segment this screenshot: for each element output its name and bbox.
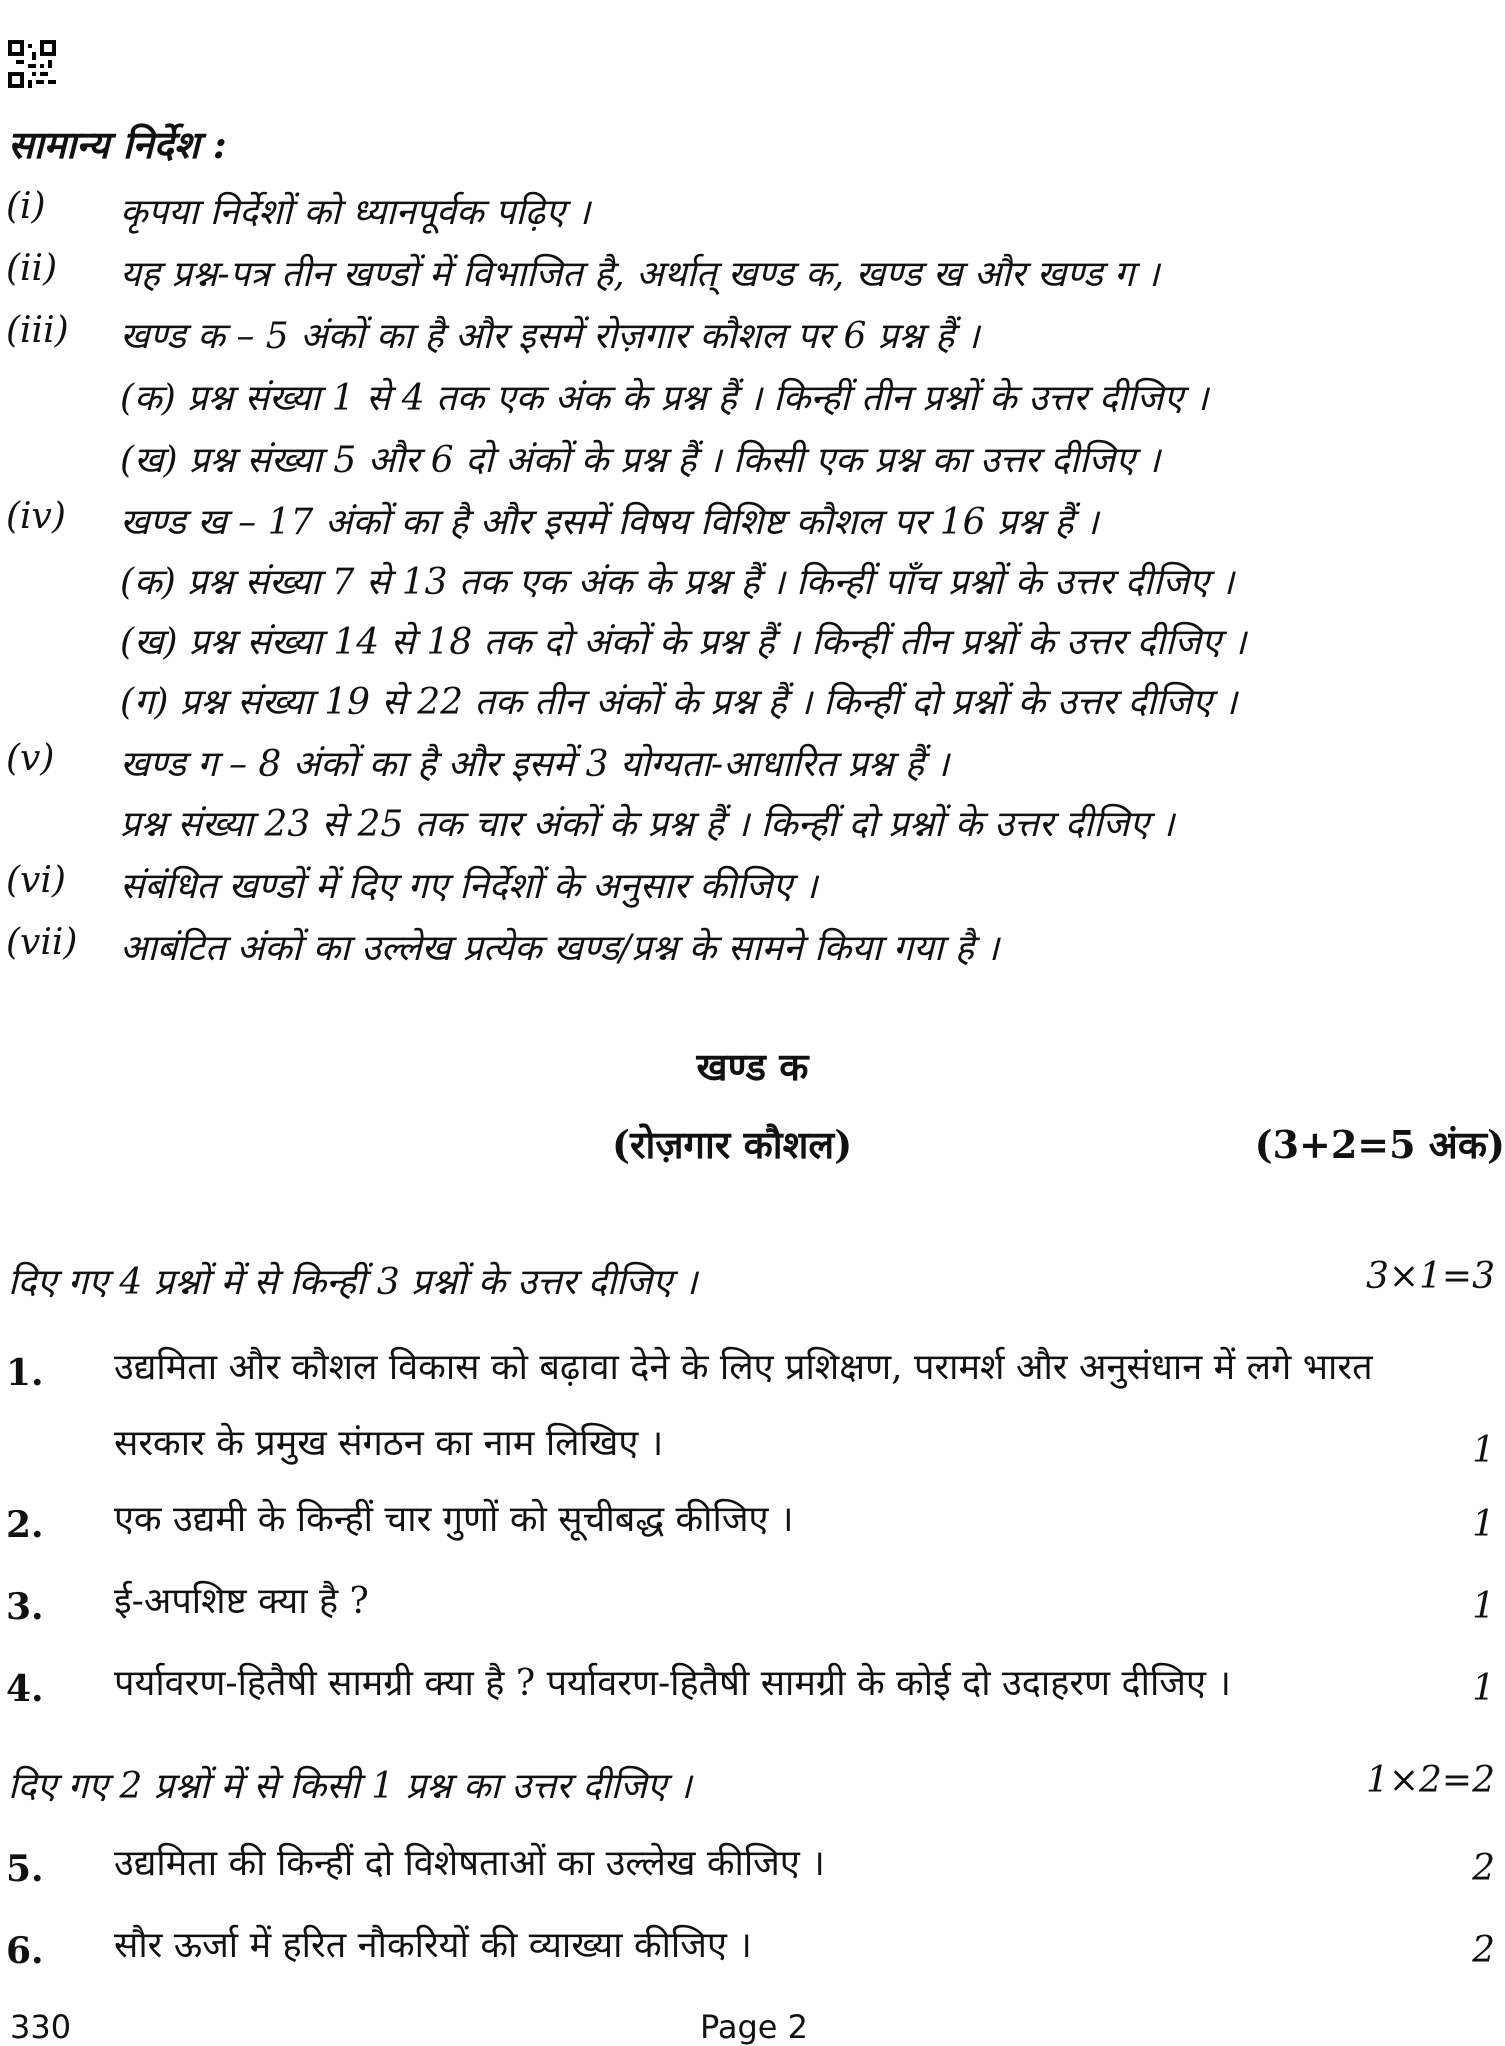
- instruction-number: (v): [6, 738, 55, 779]
- instruction-text: कृपया निर्देशों को ध्यानपूर्वक पढ़िए ।: [120, 192, 591, 233]
- section-title: खण्ड क: [696, 1044, 809, 1089]
- instruction-text: (ख) प्रश्न संख्या 5 और 6 दो अंकों के प्रश्न हैं । किसी एक प्रश्न का उत्तर दीजिए ।: [120, 440, 1161, 481]
- instruction-text: खण्ड ख – 17 अंकों का है और इसमें विषय विशिष्ट कौशल पर 16 प्रश्न हैं ।: [120, 502, 1099, 543]
- question-number: 6.: [6, 1930, 44, 1972]
- instruction-text: (क) प्रश्न संख्या 7 से 13 तक एक अंक के प्रश्न हैं । किन्हीं पाँच प्रश्नों के उत्तर दीजिए ।: [120, 562, 1235, 603]
- question-text: उद्यमिता और कौशल विकास को बढ़ावा देने के लिए प्रशिक्षण, परामर्श और अनुसंधान में लगे भारत सरकार के प्रमुख संगठन का नाम लिखिए ।: [114, 1347, 1373, 1464]
- instruction-item: [0, 186, 1505, 242]
- instruction-number: (iv): [6, 496, 66, 537]
- question-number: 4.: [6, 1668, 44, 1710]
- instruction-item: [0, 738, 1505, 794]
- paper-code: 330: [10, 2008, 72, 2046]
- instruction-item: [0, 248, 1505, 304]
- question-marks: 1: [1472, 1504, 1495, 1545]
- instruction-text: (ग) प्रश्न संख्या 19 से 22 तक तीन अंकों के प्रश्न हैं । किन्हीं दो प्रश्नों के उत्तर दीजिए ।: [120, 682, 1237, 723]
- instruction-text: (क) प्रश्न संख्या 1 से 4 तक एक अंक के प्रश्न हैं । किन्हीं तीन प्रश्नों के उत्तर दीजिए ।: [120, 378, 1209, 419]
- part2-instruction: दिए गए 2 प्रश्नों में से किसी 1 प्रश्न का उत्तर दीजिए ।: [8, 1766, 692, 1807]
- instruction-number: (iii): [6, 310, 69, 351]
- section-subtitle: (रोज़गार कौशल): [612, 1122, 853, 1167]
- question-number: 5.: [6, 1848, 44, 1890]
- instruction-item: [0, 798, 1505, 854]
- section-marks: (3+2=5 अंक): [1254, 1122, 1505, 1167]
- part1-instruction: दिए गए 4 प्रश्नों में से किन्हीं 3 प्रश्नों के उत्तर दीजिए ।: [8, 1262, 698, 1303]
- instruction-number: (ii): [6, 248, 58, 289]
- instruction-text: प्रश्न संख्या 23 से 25 तक चार अंकों के प्रश्न हैं । किन्हीं दो प्रश्नों के उत्तर दीजिए ।: [120, 804, 1175, 845]
- question-number: 1.: [6, 1352, 44, 1394]
- part1-marks: 3×1=3: [1365, 1256, 1495, 1297]
- instruction-text: आबंटित अंकों का उल्लेख प्रत्येक खण्ड/प्रश्न के सामने किया गया है ।: [120, 928, 1000, 969]
- qr-code-icon: [8, 40, 56, 88]
- instruction-item: [0, 860, 1505, 916]
- instructions-heading: सामान्य निर्देश :: [8, 122, 227, 167]
- question-text: ई-अपशिष्ट क्या है ?: [114, 1581, 369, 1622]
- instruction-item: [0, 556, 1505, 612]
- instruction-item: [0, 372, 1505, 428]
- instruction-text: यह प्रश्न-पत्र तीन खण्डों में विभाजित है, अर्थात् खण्ड क, खण्ड ख और खण्ड ग ।: [120, 254, 1160, 295]
- question-marks: 2: [1472, 1930, 1495, 1971]
- instruction-text: संबंधित खण्डों में दिए गए निर्देशों के अनुसार कीजिए ।: [120, 866, 818, 907]
- question-number: 2.: [6, 1504, 44, 1546]
- question-text: पर्यावरण-हितैषी सामग्री क्या है ? पर्यावरण-हितैषी सामग्री के कोई दो उदाहरण दीजिए ।: [114, 1663, 1231, 1704]
- instruction-item: [0, 922, 1505, 978]
- question-marks: 1: [1472, 1668, 1495, 1709]
- question-marks: 1: [1472, 1586, 1495, 1627]
- instruction-item: [0, 616, 1505, 672]
- instruction-item: [0, 496, 1505, 552]
- question-marks: 1: [1472, 1430, 1495, 1471]
- page-number: Page 2: [700, 2008, 808, 2046]
- instruction-number: (vi): [6, 860, 66, 901]
- instruction-text: खण्ड ग – 8 अंकों का है और इसमें 3 योग्यता-आधारित प्रश्न हैं ।: [120, 744, 950, 785]
- question-text: सौर ऊर्जा में हरित नौकरियों की व्याख्या कीजिए ।: [114, 1925, 752, 1966]
- instruction-text: खण्ड क – 5 अंकों का है और इसमें रोज़गार कौशल पर 6 प्रश्न हैं ।: [120, 316, 980, 357]
- instruction-number: (i): [6, 186, 46, 227]
- question-text: उद्यमिता की किन्हीं दो विशेषताओं का उल्लेख कीजिए ।: [114, 1843, 825, 1884]
- question-number: 3.: [6, 1586, 44, 1628]
- instruction-text: (ख) प्रश्न संख्या 14 से 18 तक दो अंकों के प्रश्न हैं । किन्हीं तीन प्रश्नों के उत्तर दीजिए ।: [120, 622, 1247, 663]
- instruction-item: [0, 310, 1505, 366]
- question-marks: 2: [1472, 1848, 1495, 1889]
- instruction-item: [0, 676, 1505, 732]
- part2-marks: 1×2=2: [1365, 1760, 1495, 1801]
- instruction-number: (vii): [6, 922, 78, 963]
- question-text: एक उद्यमी के किन्हीं चार गुणों को सूचीबद्ध कीजिए ।: [114, 1499, 794, 1540]
- instruction-item: [0, 434, 1505, 490]
